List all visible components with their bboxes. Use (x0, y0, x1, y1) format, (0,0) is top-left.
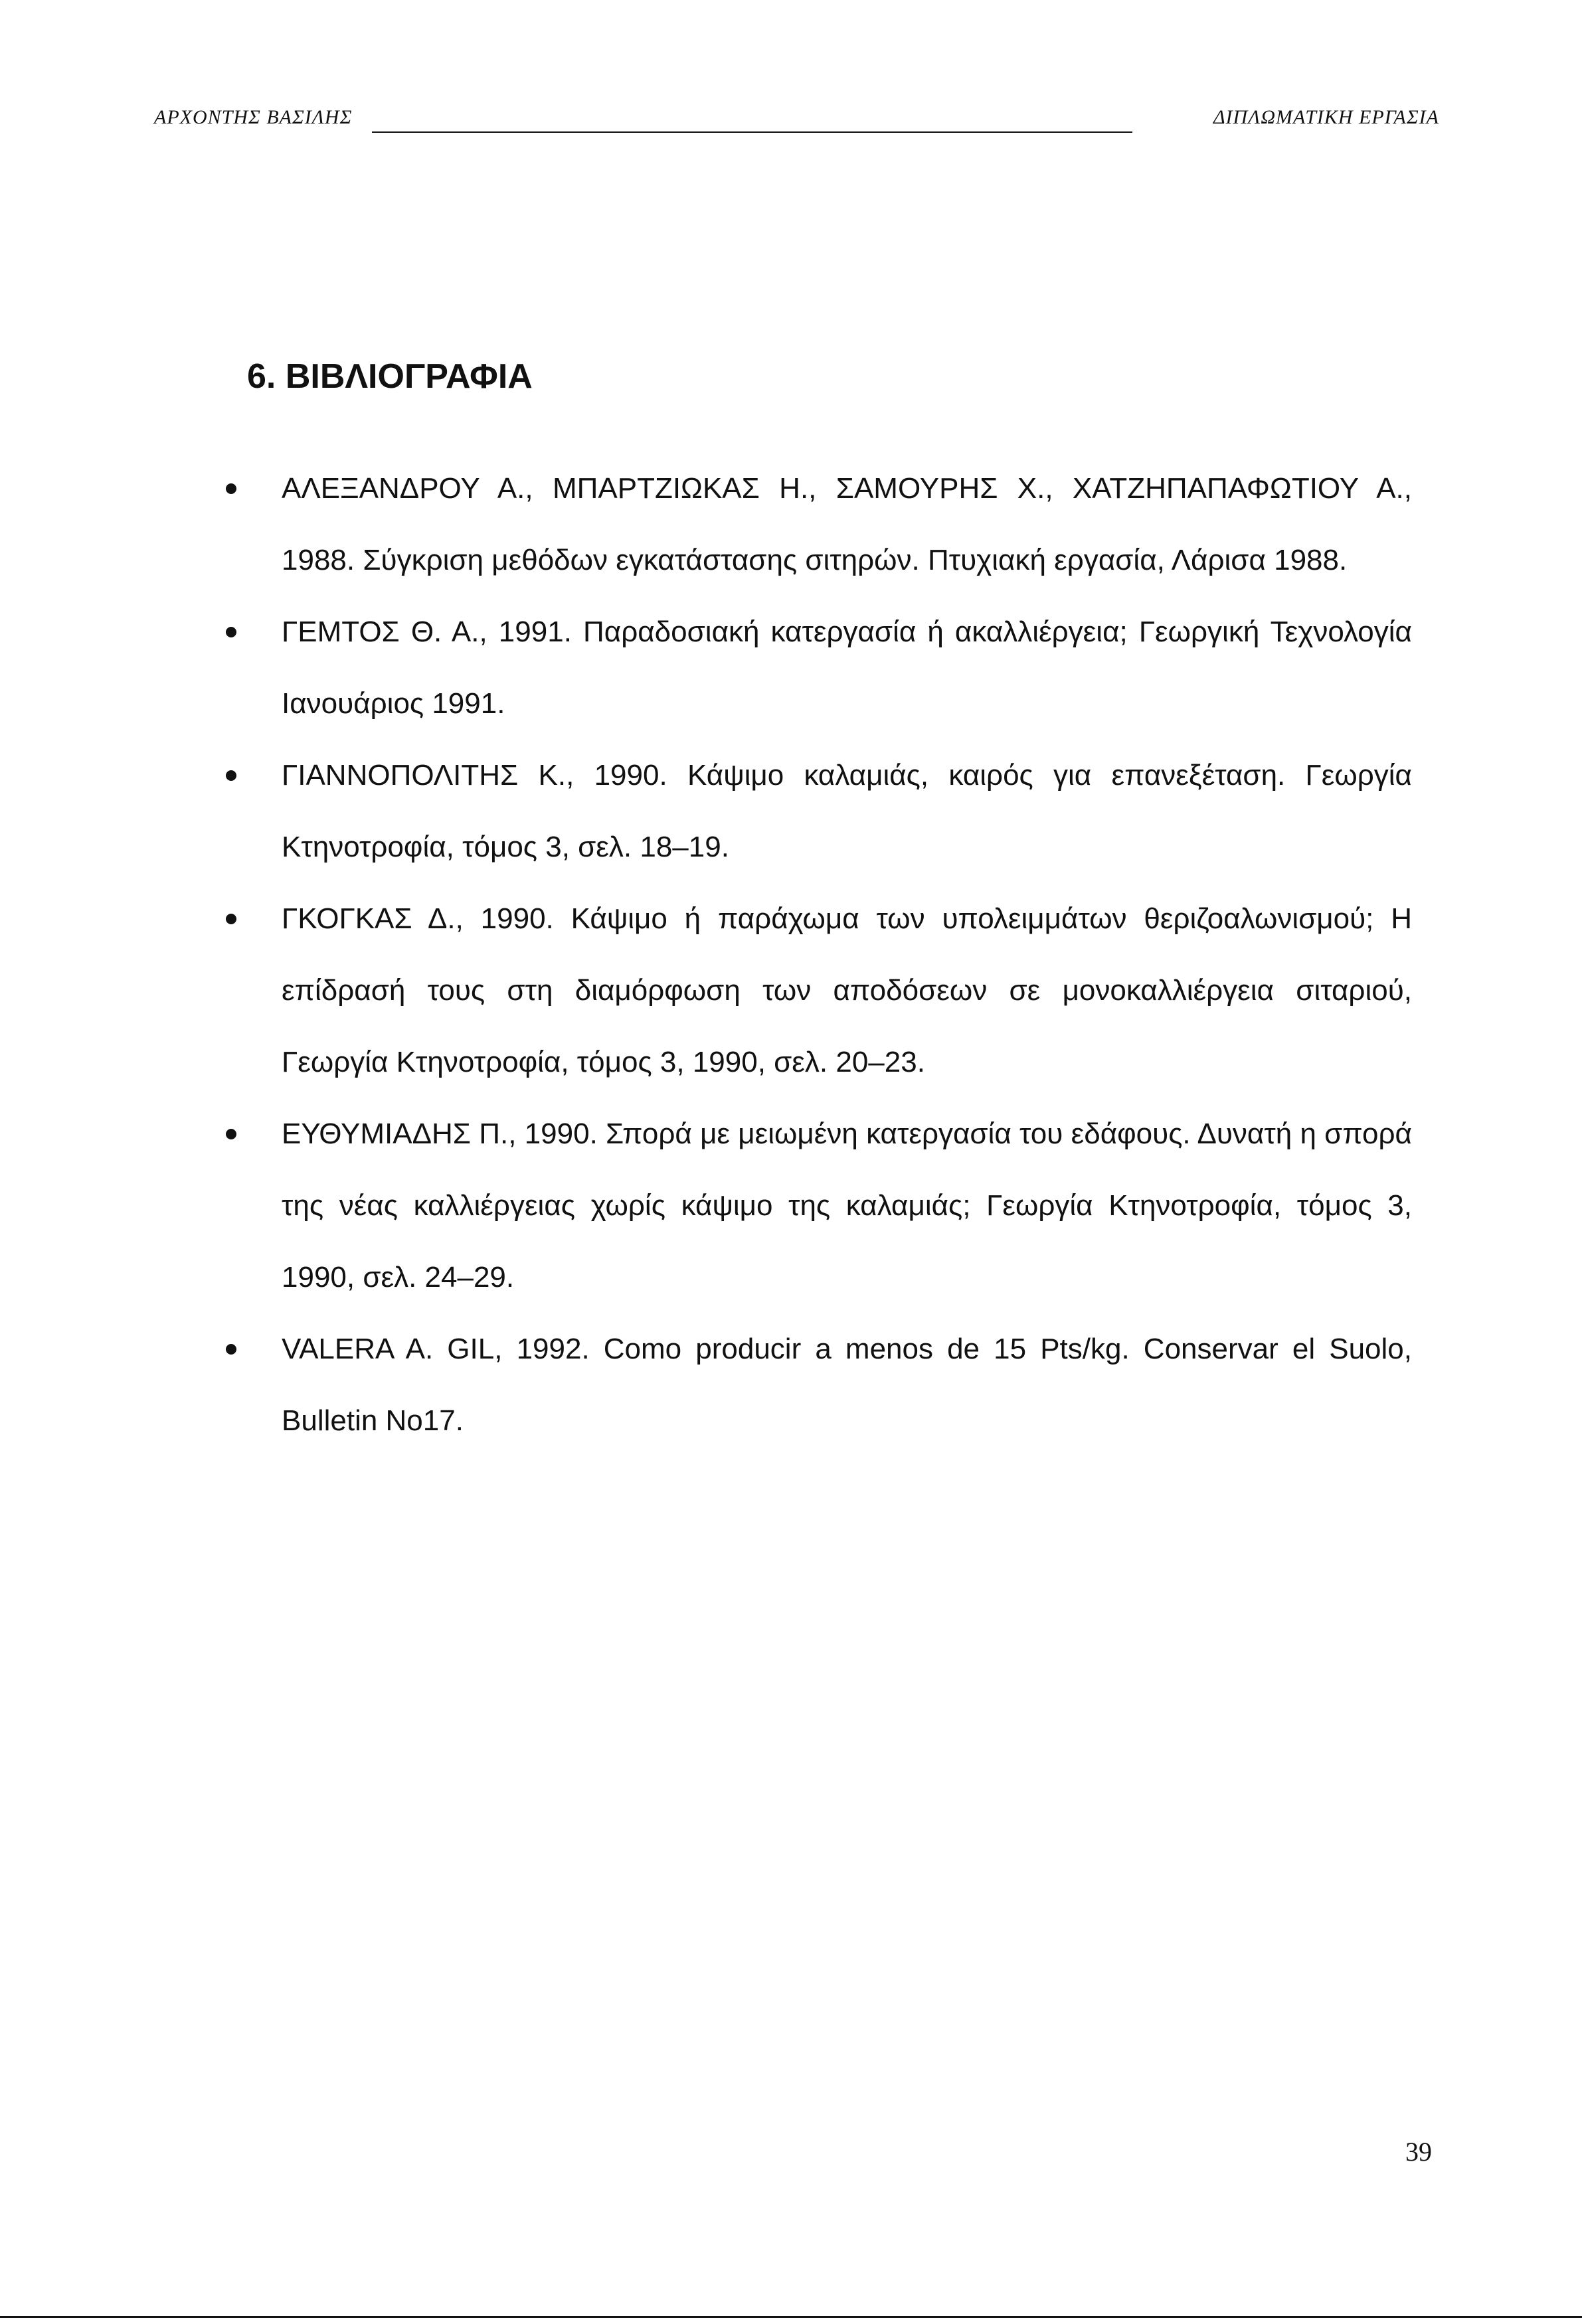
section-title: 6. ΒΙΒΛΙΟΓΡΑΦΙΑ (247, 357, 533, 396)
reference-text: ΓΚΟΓΚΑΣ Δ., 1990. Κάψιμο ή παράχωμα των υπολειμμάτων θεριζοαλωνισμού; Η επίδρασή τους στη διαμόρφωση των αποδόσεων σε μονοκαλλιέργεια σιταριού, Γεωργία Κτηνοτροφία, τόμος 3, 1990, σελ. 20–23. (282, 902, 1412, 1078)
reference-text: VALERA A. GIL, 1992. Como producir a menos de 15 Pts/kg. Conservar el Suolo, Bulletin No17. (282, 1333, 1412, 1437)
running-header (154, 106, 1439, 137)
reference-text: ΓΙΑΝΝΟΠΟΛΙΤΗΣ Κ., 1990. Κάψιμο καλαμιάς, καιρός για επανεξέταση. Γεωργία Κτηνοτροφία, τόμος 3, σελ. 18–19. (282, 759, 1412, 863)
bibliography-list (282, 453, 1412, 1457)
reference-text: ΑΛΕΞΑΝΔΡΟΥ Α., ΜΠΑΡΤΖΙΩΚΑΣ Η., ΣΑΜΟΥΡΗΣ Χ., ΧΑΤΖΗΠΑΠΑΦΩΤΙΟΥ Α., 1988. Σύγκριση μεθόδων εγκατάστασης σιτηρών. Πτυχιακή εργασία, Λάρισα 1988. (282, 472, 1412, 576)
bullet-icon (226, 914, 236, 924)
bullet-icon (226, 483, 236, 494)
bullet-icon (226, 1129, 236, 1139)
page-number: 39 (1405, 2137, 1432, 2167)
bullet-icon (226, 770, 236, 781)
bottom-rule (0, 2316, 1582, 2318)
reference-item (282, 596, 1412, 740)
reference-item (282, 453, 1412, 596)
header-author: ΑΡΧΟΝΤΗΣ ΒΑΣΙΛΗΣ (154, 106, 353, 128)
reference-text: ΕΥΘΥΜΙΑΔΗΣ Π., 1990. Σπορά με μειωμένη κατεργασία του εδάφους. Δυνατή η σπορά της νέας καλλιέργειας χωρίς κάψιμο της καλαμιάς; Γεωργία Κτηνοτροφία, τόμος 3, 1990, σελ. 24–29. (282, 1118, 1412, 1293)
bullet-icon (226, 627, 236, 637)
header-rule (372, 131, 1132, 133)
reference-item (282, 1313, 1412, 1457)
reference-item (282, 740, 1412, 883)
bullet-icon (226, 1344, 236, 1355)
reference-item (282, 1098, 1412, 1313)
reference-item (282, 883, 1412, 1098)
header-document-type: ΔΙΠΛΩΜΑΤΙΚΗ ΕΡΓΑΣΙΑ (1213, 106, 1439, 128)
reference-text: ΓΕΜΤΟΣ Θ. Α., 1991. Παραδοσιακή κατεργασία ή ακαλλιέργεια; Γεωργική Τεχνολογία Ιανουάριος 1991. (282, 616, 1412, 720)
